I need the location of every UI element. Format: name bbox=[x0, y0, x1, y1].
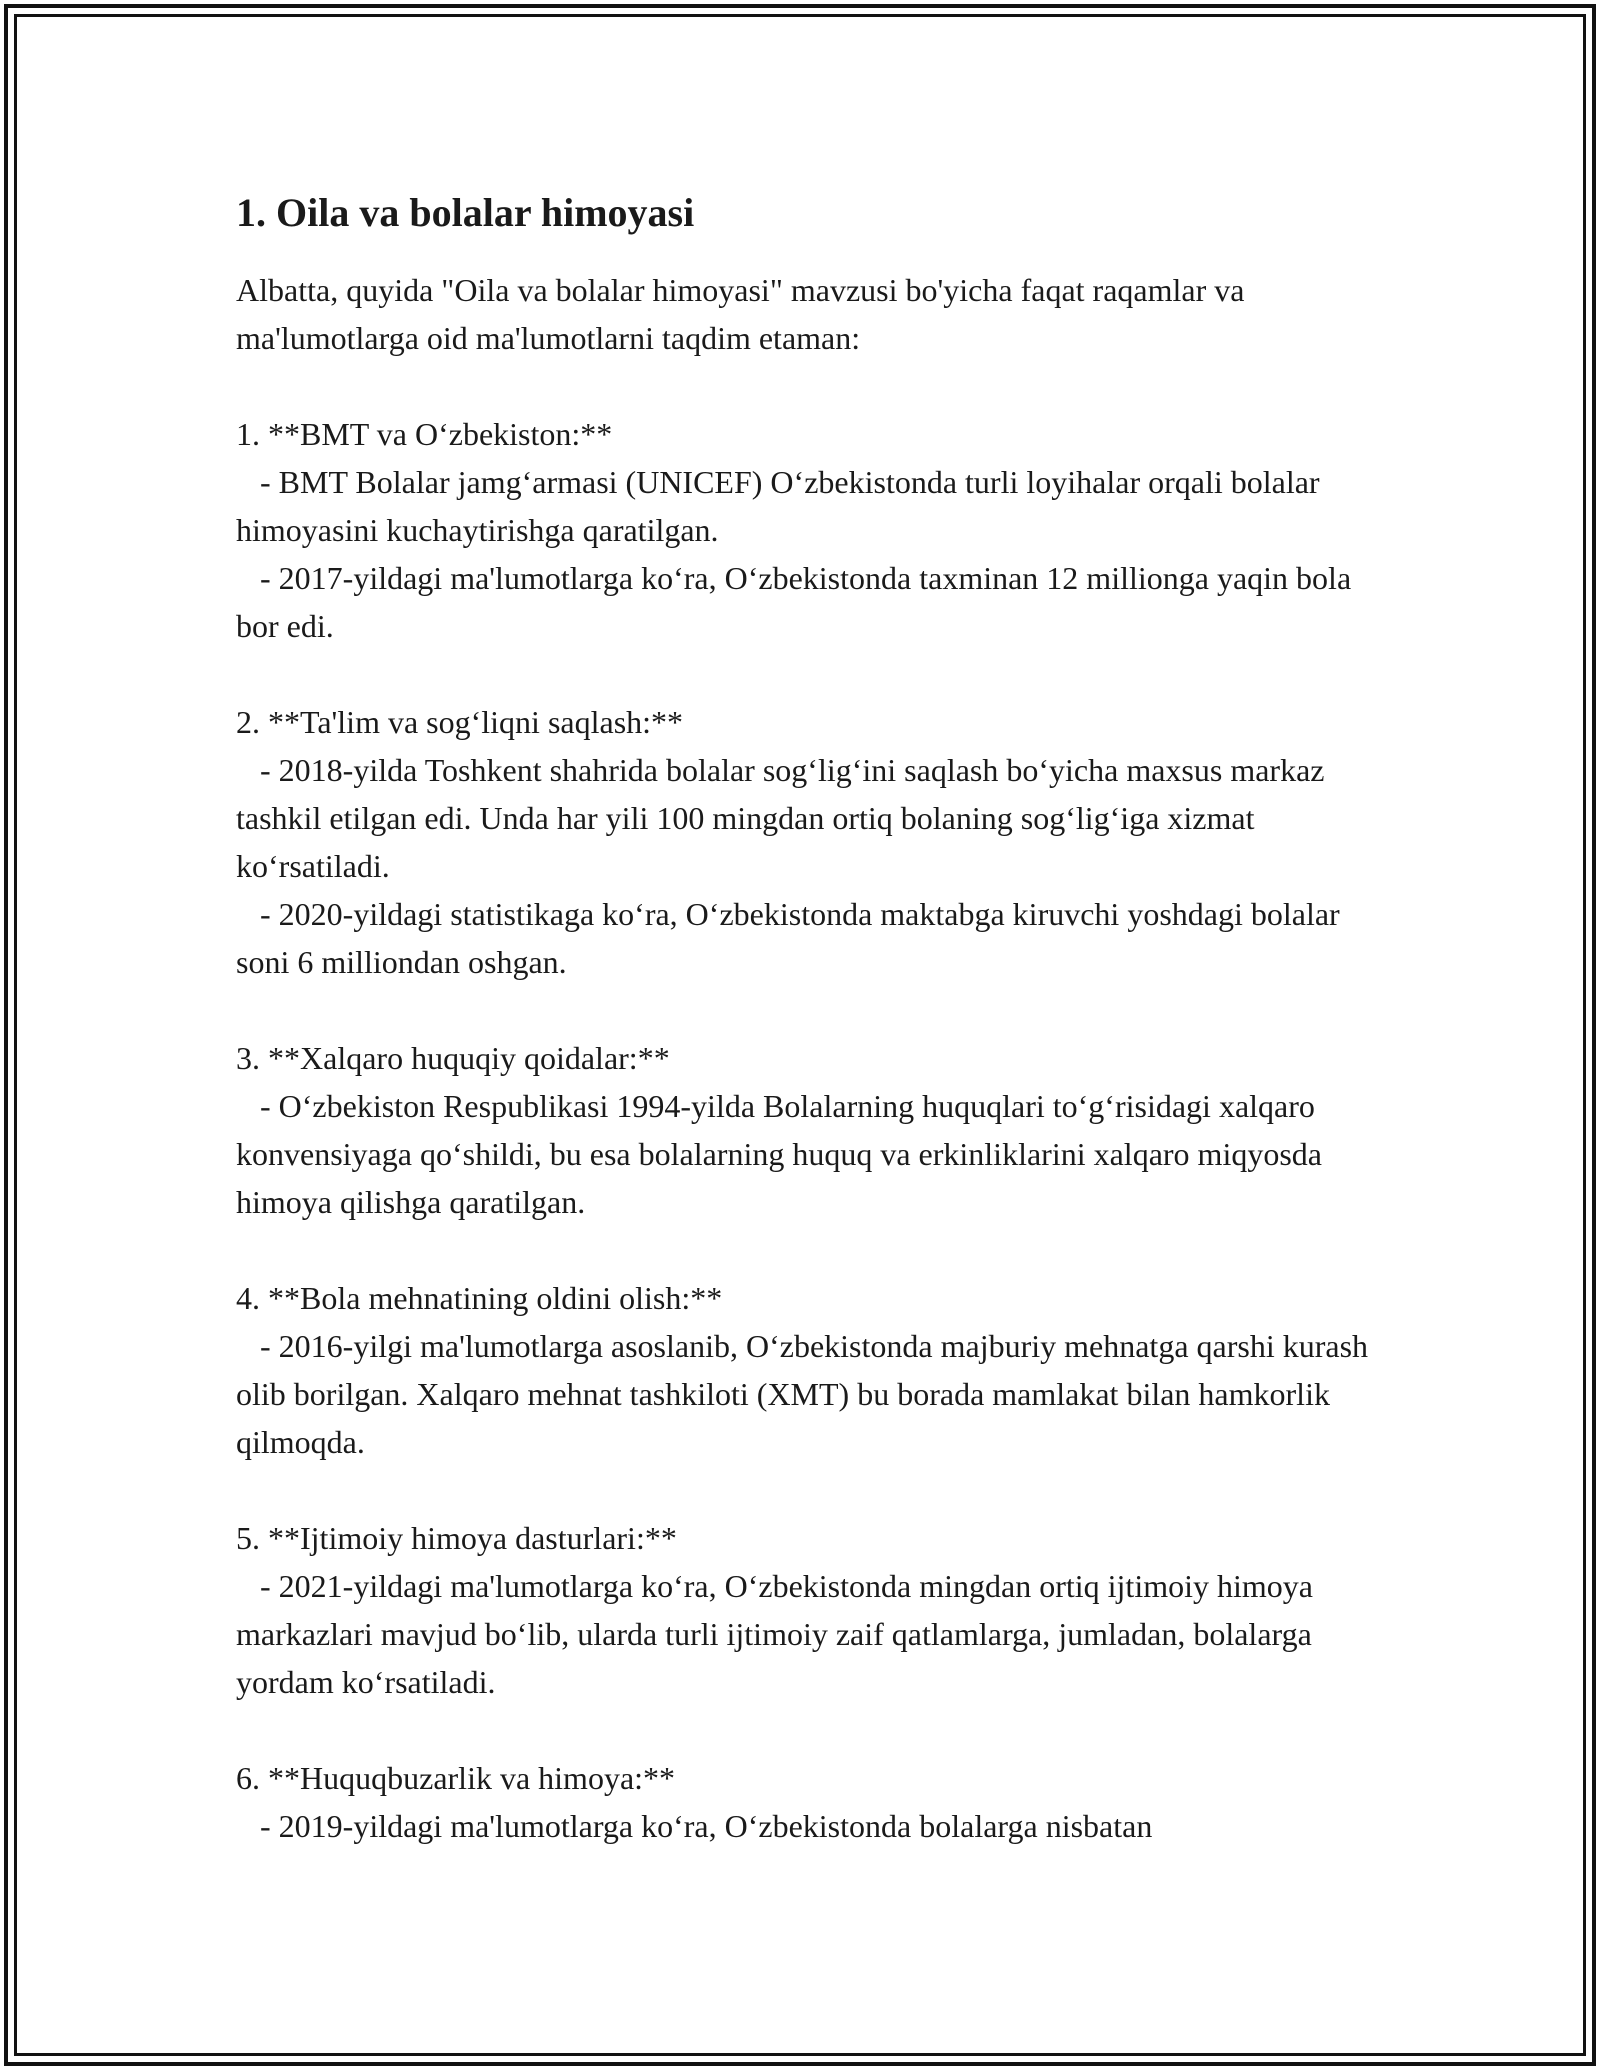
bullet-item: - 2016-yilgi ma'lumotlarga asoslanib, O‘zbekistonda majburiy mehnatga qarshi kurash olib borilgan. Xalqaro mehnat tashkiloti (XMT) bu borada mamlakat bilan hamkorlik qilmoqda. bbox=[236, 1328, 1377, 1460]
section-bmt bbox=[236, 410, 1386, 650]
bullet-item: - 2021-yildagi ma'lumotlarga ko‘ra, O‘zbekistonda mingdan ortiq ijtimoiy himoya markazlari mavjud bo‘lib, ularda turli ijtimoiy zaif qatlamlarga, jumladan, bolalarga yordam ko‘rsatiladi. bbox=[236, 1568, 1321, 1700]
document-title: 1. Oila va bolalar himoyasi bbox=[236, 190, 695, 235]
bullet-item: - BMT Bolalar jamg‘armasi (UNICEF) O‘zbekistonda turli loyihalar orqali bolalar himoyasini kuchaytirishga qaratilgan. bbox=[236, 464, 1328, 548]
section-talim bbox=[236, 698, 1386, 986]
document-body bbox=[236, 186, 1386, 1850]
section-heading: 6. **Huquqbuzarlik va himoya:** bbox=[236, 1760, 676, 1796]
section-bola-mehnati bbox=[236, 1274, 1386, 1466]
section-heading: 4. **Bola mehnatining oldini olish:** bbox=[236, 1280, 723, 1316]
bullet-item: - 2019-yildagi ma'lumotlarga ko‘ra, O‘zbekistonda bolalarga nisbatan bbox=[236, 1808, 1153, 1844]
section-huquqbuzarlik bbox=[236, 1754, 1386, 1850]
bullet-item: - O‘zbekiston Respublikasi 1994-yilda Bolalarning huquqlari to‘g‘risidagi xalqaro konvensiyaga qo‘shildi, bu esa bolalarning huquq va erkinliklarini xalqaro miqyosda himoya qilishga qaratilgan. bbox=[236, 1088, 1330, 1220]
bullet-item: - 2020-yildagi statistikaga ko‘ra, O‘zbekistonda maktabga kiruvchi yoshdagi bolalar soni 6 milliondan oshgan. bbox=[236, 896, 1348, 980]
section-heading: 1. **BMT va O‘zbekiston:** bbox=[236, 416, 613, 452]
section-ijtimoiy bbox=[236, 1514, 1386, 1706]
section-heading: 2. **Ta'lim va sog‘liqni saqlash:** bbox=[236, 704, 684, 740]
section-heading: 5. **Ijtimoiy himoya dasturlari:** bbox=[236, 1520, 677, 1556]
bullet-item: - 2017-yildagi ma'lumotlarga ko‘ra, O‘zbekistonda taxminan 12 millionga yaqin bola bor edi. bbox=[236, 560, 1360, 644]
section-heading: 3. **Xalqaro huquqiy qoidalar:** bbox=[236, 1040, 670, 1076]
section-xalqaro bbox=[236, 1034, 1386, 1226]
bullet-item: - 2018-yilda Toshkent shahrida bolalar sog‘lig‘ini saqlash bo‘yicha maxsus markaz tashkil etilgan edi. Unda har yili 100 mingdan ortiq bolaning sog‘lig‘iga xizmat ko‘rsatiladi. bbox=[236, 752, 1333, 884]
intro-paragraph: Albatta, quyida "Oila va bolalar himoyasi" mavzusi bo'yicha faqat raqamlar va ma'lumotlarga oid ma'lumotlarni taqdim etaman: bbox=[236, 272, 1245, 356]
